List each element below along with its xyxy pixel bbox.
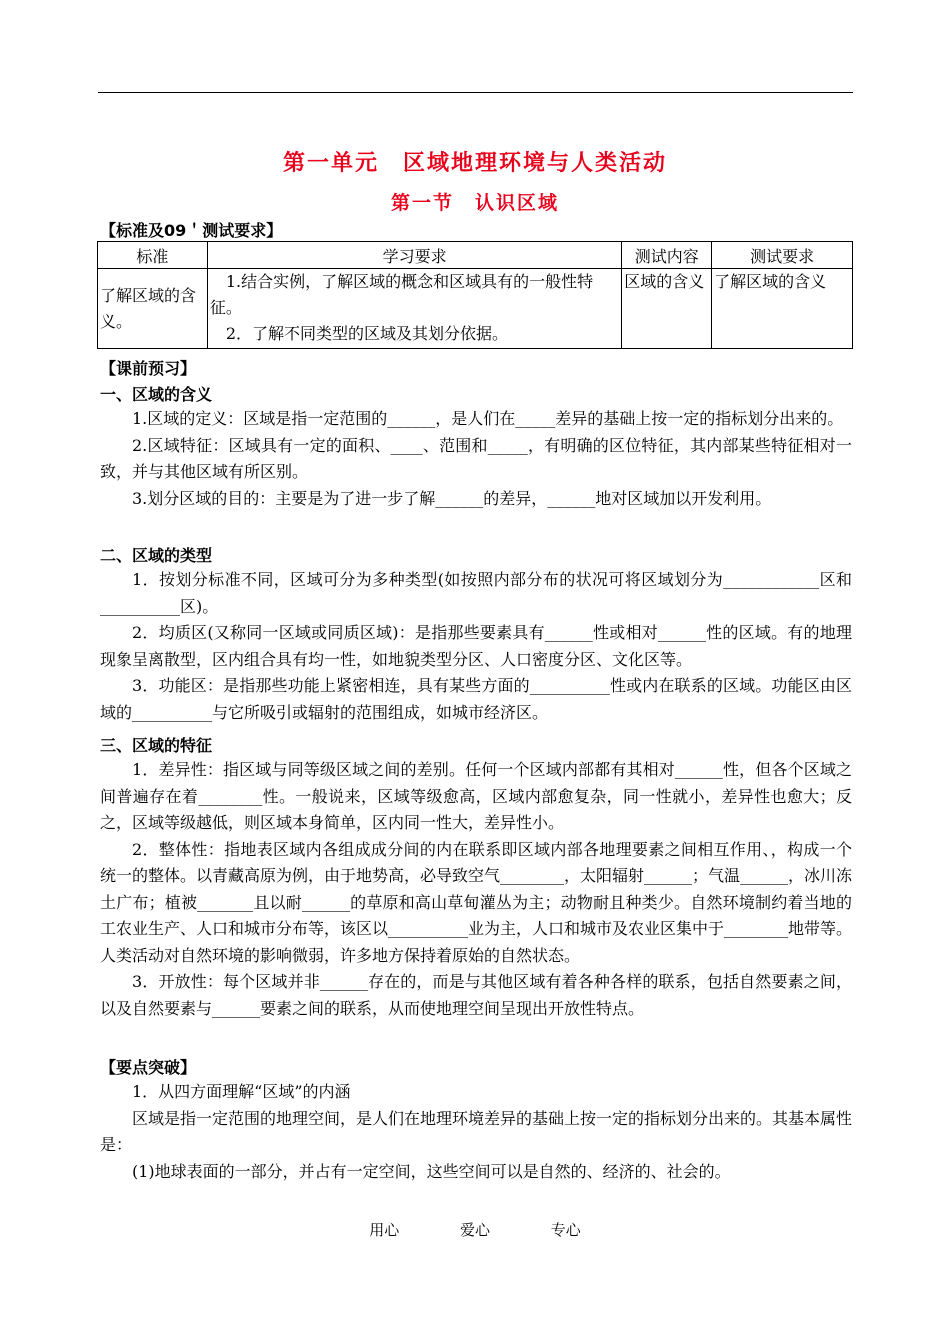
sec1-p3: 3.划分区域的目的：主要是为了进一步了解______的差异，______地对区域加以开发利用。 [132,488,772,508]
learning-req-1: 1.结合实例，了解区域的概念和区域具有的一般性特征。 [209,272,594,317]
header-learning: 学习要求 [207,242,621,269]
footer-word-1: 用心 [369,1221,400,1239]
key-p1: 1．从四方面理解“区域”的内涵 [132,1082,351,1101]
keypoints-body [100,1079,852,1185]
sec2-body [100,567,852,726]
learning-req-2: 2．了解不同类型的区域及其划分依据。 [209,324,509,343]
header-rule [98,92,853,93]
table-row [98,269,853,349]
table-header-row [98,242,853,269]
sec3-p1: 1．差异性：指区域与同等级区域之间的差别。任何一个区域内部都有其相对______性，但各个区域之间普遍存在着________性。一般说来，区域等级愈高，区域内部愈复杂，同一性就小，差异性也愈大；反之，区域等级越低，则区域本身简单，区内同一性大，差异性小。 [100,760,852,832]
header-standard: 标准 [98,242,208,269]
cell-standard: 了解区域的含义。 [98,269,208,349]
cell-test-content: 区域的含义 [622,269,712,349]
section-title: 第一节 认识区域 [390,192,559,214]
sec2-p2: 2．均质区(又称同一区域或同质区域)：是指那些要素具有______性或相对______性的区域。有的地理现象呈离散型，区内组合具有均一性，如地貌类型分区、人口密度分区、文化区等。 [100,623,852,669]
standard-heading: 【标准及09＇测试要求】 [100,221,283,240]
requirements-table [97,241,853,349]
sec2-p3: 3．功能区：是指那些功能上紧密相连，具有某些方面的__________性或内在联系的区域。功能区由区域的__________与它所吸引或辐射的范围组成，如城市经济区。 [100,676,852,722]
sec1-title: 一、区域的含义 [100,385,213,404]
sec3-title: 三、区域的特征 [100,736,213,755]
sec1-p2: 2.区域特征：区域具有一定的面积、____、范围和_____，有明确的区位特征，其内部某些特征相对一致，并与其他区域有所区别。 [100,435,852,481]
sec1-body [100,406,852,512]
sec3-p2: 2．整体性：指地表区域内各组成成分间的内在联系即区域内部各地理要素之间相互作用、，构成一个统一的整体。以青藏高原为例，由于地势高，必导致空气________，太阳辐射______；气温______，冰川冻土广布；植被_______且以耐______的草原和高山草甸灌丛为主；动物耐且种类少。自然环境制约着当地的工农业生产、人口和城市分布等，该区以__________业为主，人口和城市及农业区集中于________地带等。人类活动对自然环境的影响微弱，许多地方保持着原始的自然状态。 [100,839,853,965]
page-footer [0,1219,950,1240]
keypoints-heading: 【要点突破】 [100,1058,197,1077]
key-p3: (1)地球表面的一部分，并占有一定空间，这些空间可以是自然的、经济的、社会的。 [132,1161,731,1181]
key-p2: 区域是指一定范围的地理空间，是人们在地理环境差异的基础上按一定的指标划分出来的。其基本属性是： [100,1108,853,1154]
header-test-requirement: 测试要求 [712,242,853,269]
sec2-p1: 1．按划分标准不同，区域可分为多种类型(如按照内部分布的状况可将区域划分为____________区和__________区)。 [100,570,852,616]
preview-heading: 【课前预习】 [100,359,197,378]
cell-learning [207,269,621,349]
sec2-title: 二、区域的类型 [100,546,213,565]
footer-word-2: 爱心 [459,1221,490,1239]
sec3-p3: 3．开放性：每个区域并非______存在的，而是与其他区域有着各种各样的联系，包括自然要素之间，以及自然要素与______要素之间的联系，从而使地理空间呈现出开放性特点。 [100,972,852,1018]
footer-word-3: 专心 [550,1221,581,1239]
header-test-content: 测试内容 [622,242,712,269]
sec3-body [100,757,852,1022]
unit-title: 第一单元 区域地理环境与人类活动 [282,150,667,176]
cell-test-requirement: 了解区域的含义 [712,269,853,349]
sec1-p1: 1.区域的定义：区域是指一定范围的______，是人们在_____差异的基础上按一定的指标划分出来的。 [132,409,844,428]
